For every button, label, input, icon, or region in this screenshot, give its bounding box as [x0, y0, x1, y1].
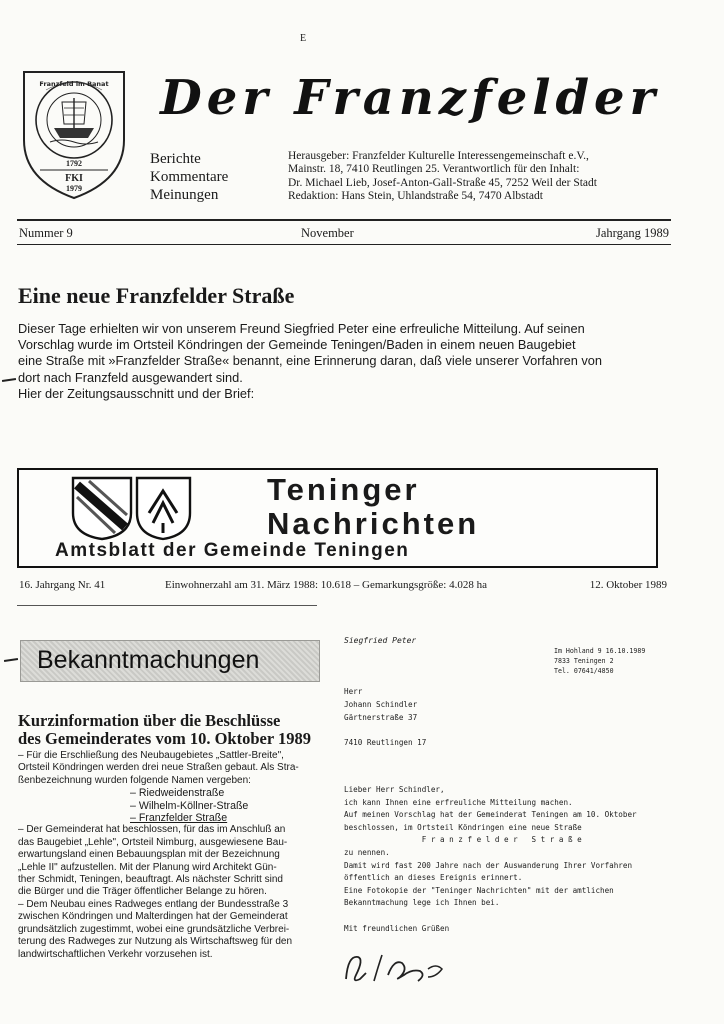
article-line: Dieser Tage erhielten wir von unserem Freund Siegfried Peter eine erfreuliche Mitteilung. Auf seinen — [18, 321, 585, 336]
announcement-body — [18, 750, 324, 961]
announcement-line: die Bürger und die Träger öffentlicher Belange zu hören. — [18, 886, 267, 898]
clipping-population: Einwohnerzahl am 31. März 1988: 10.618 – Gemarkungsgröße: 4.028 ha — [165, 579, 487, 591]
issue-volume: Jahrgang 1989 — [595, 226, 669, 240]
tagline-line: Meinungen — [150, 187, 219, 203]
crest-org: FKI — [65, 173, 83, 184]
announcements-banner-text: Bekanntmachungen — [37, 646, 260, 674]
clipping-date: 12. Oktober 1989 — [589, 579, 667, 591]
letter-recipient-line — [344, 724, 426, 737]
issue-number: Nummer 9 — [19, 226, 73, 240]
announcement-line: grundsätzlich zugestimmt, wobei eine grundsätzliche Verbrei- — [18, 923, 290, 935]
masthead-rule-bottom — [17, 244, 671, 245]
announcement-line: „Lehle II" aufzustellen. Mit der Planung wird Architekt Gün- — [18, 861, 277, 873]
letter-line: beschlossen, im Ortsteil Köndringen eine neue Straße — [344, 822, 582, 832]
announcement-line: – Für die Erschließung des Neubaugebietes „Sattler-Breite", — [18, 750, 284, 761]
issue-month: November — [301, 226, 354, 240]
crest-org-year: 1979 — [66, 184, 82, 193]
announcement-line: das Baugebiet „Lehle", Ortsteil Nimburg, ausgewiesene Bau- — [18, 836, 288, 848]
letter-body — [344, 784, 637, 935]
announcement-line: terung des Radweges zur Nutzung als Wirtschaftsweg für den — [18, 936, 293, 948]
crest-ring-text: Franzfeld im Banat — [39, 80, 109, 88]
clipping-title-line2: Nachrichten — [267, 506, 480, 541]
letter-line: öffentlich an dieses Ereignis erinnert. — [344, 873, 523, 883]
crest-year: 1792 — [66, 159, 82, 168]
letter-line — [344, 910, 637, 923]
publisher-line: Redaktion: Hans Stein, Uhlandstraße 54, 7470 Albstadt — [288, 190, 543, 203]
article-line: dort nach Franzfeld ausgewandert sind. — [18, 369, 243, 385]
announcement-line: erwartungsland einen Bebauungsplan mit der Bezeichnung — [18, 849, 280, 861]
letter-line: Damit wird fast 200 Jahre nach der Auswanderung Ihrer Vorfahren — [344, 860, 633, 870]
clipping-volume: 16. Jahrgang Nr. 41 — [19, 579, 106, 591]
announcement-line: Ortsteil Köndringen werden drei neue Straßen gebaut. Als Stra- — [18, 762, 299, 774]
announcement-line: landwirtschaftlichen Verkehr vorzusehen ist. — [18, 948, 213, 960]
tagline — [150, 150, 228, 204]
clipping-meta — [17, 579, 667, 594]
article-line: eine Straße mit »Franzfelder Straße« benannt, eine Erinnerung daran, daß viele unserer Vorfahren von — [18, 353, 603, 369]
clipping-title-line1: Teninger — [267, 472, 420, 507]
announcement-line: zwischen Köndringen und Malterdingen hat der Gemeinderat — [18, 911, 288, 923]
announcement-line: – Der Gemeinderat hat beschlossen, für das im Anschluß an — [18, 824, 286, 836]
announcement-heading-line: Kurzinformation über die Beschlüsse — [18, 711, 281, 730]
letter-line: ich kann Ihnen eine erfreuliche Mitteilung machen. — [344, 797, 573, 807]
street-name-item: – Franzfelder Straße — [130, 812, 228, 825]
article-headline: Eine neue Franzfelder Straße — [18, 283, 295, 308]
issue-bar — [17, 226, 671, 242]
masthead-rule-top — [17, 219, 671, 221]
clipping-rule — [17, 605, 317, 606]
publisher-line: Dr. Michael Lieb, Josef-Anton-Gall-Straße 45, 7252 Weil der Stadt — [288, 176, 597, 189]
letter-line: F r a n z f e l d e r S t r a ß e — [344, 835, 582, 845]
tagline-line: Berichte — [150, 151, 201, 167]
letter-sender-address-line: 7833 Teningen 2 — [554, 657, 614, 665]
teningen-coat-of-arms-icon — [69, 475, 194, 541]
letter-recipient-line: Herr — [344, 687, 363, 696]
article-line: Hier der Zeitungsausschnitt und der Brief: — [18, 385, 255, 401]
stray-mark: E — [300, 33, 307, 44]
letter-line: Eine Fotokopie der "Teninger Nachrichten" mit der amtlichen — [344, 885, 614, 895]
announcement-line: ßenbezeichnung wurden folgende Namen vergeben: — [18, 774, 251, 786]
letter-sender-address-line: Tel. 07641/4850 — [554, 667, 614, 675]
masthead-title: Der Franzfelder — [160, 70, 660, 126]
margin-mark — [2, 378, 16, 382]
letter-recipient-line: Gärtnerstraße 37 — [344, 712, 418, 722]
letter-recipient — [344, 686, 426, 750]
letter-line: zu nennen. — [344, 847, 390, 857]
handwritten-signature-icon — [338, 945, 458, 987]
article-line: Vorschlag wurde im Ortsteil Köndringen der Gemeinde Teningen/Baden in einem neuen Baugebiet — [18, 337, 576, 353]
publisher-line: Herausgeber: Franzfelder Kulturelle Interessengemeinschaft e.V., — [288, 150, 589, 162]
franzfeld-crest-icon — [20, 68, 128, 200]
letter-line: Mit freundlichen Grüßen — [344, 923, 450, 933]
letter-sender-address-line: Im Hohland 9 16.10.1989 — [554, 647, 646, 655]
letter-sender-address — [554, 646, 645, 676]
announcements-banner — [20, 640, 320, 682]
announcement-line: – Dem Neubau eines Radweges entlang der Bundesstraße 3 — [18, 898, 289, 910]
letter-recipient-line: Johann Schindler — [344, 699, 418, 709]
article-body — [18, 321, 694, 402]
tagline-line: Kommentare — [150, 169, 229, 185]
street-name-item: – Riedweidenstraße — [130, 787, 225, 800]
announcement-heading-line: des Gemeinderates vom 10. Oktober 1989 — [18, 729, 311, 748]
publisher-line: Mainstr. 18, 7410 Reutlingen 25. Verantwortlich für den Inhalt: — [288, 163, 580, 176]
clipping-subtitle: Amtsblatt der Gemeinde Teningen — [55, 540, 410, 561]
letter-line: Lieber Herr Schindler, — [344, 785, 445, 794]
letter-recipient-line: 7410 Reutlingen 17 — [344, 738, 427, 748]
letter-line: Bekanntmachung lege ich Ihnen bei. — [344, 898, 500, 908]
margin-mark — [4, 658, 18, 662]
announcement-heading — [18, 712, 311, 748]
announcement-line: ther Schmidt, Teningen, beauftragt. Als nächster Schritt sind — [18, 874, 283, 886]
clipping-header — [17, 468, 658, 568]
publisher-info — [288, 150, 688, 204]
letter-line: Auf meinen Vorschlag hat der Gemeinderat Teningen am 10. Oktober — [344, 810, 637, 820]
letter-sender: Siegfried Peter — [344, 636, 417, 645]
street-name-item: – Wilhelm-Köllner-Straße — [130, 799, 249, 812]
